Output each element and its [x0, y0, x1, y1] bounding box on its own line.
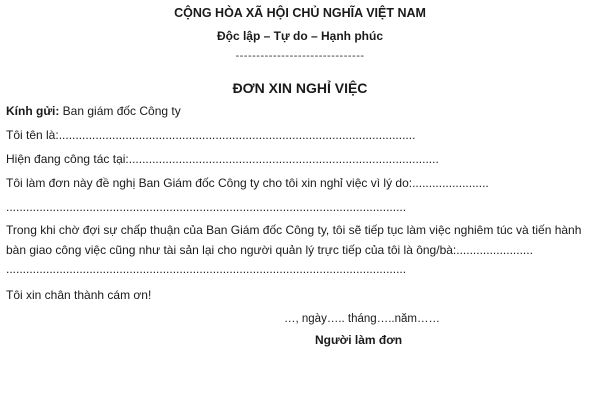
handover-continuation-line: ........................................................................................................................ — [6, 262, 407, 276]
thanks-line: Tôi xin chân thành cám ơn! — [6, 288, 152, 302]
recipient-value: Ban giám đốc Công ty — [59, 104, 181, 118]
document-title: ĐƠN XIN NGHỈ VIỆC — [232, 80, 368, 96]
motto: Độc lập – Tự do – Hạnh phúc — [216, 29, 384, 43]
country-heading: CỘNG HÒA XÃ HỘI CHỦ NGHĨA VIỆT NAM — [174, 6, 426, 20]
heading-separator: ------------------------------- — [235, 50, 365, 62]
reason-line: Tôi làm đơn này đề nghị Ban Giám đốc Công ty cho tôi xin nghỉ việc vì lý do:....................... — [6, 176, 489, 190]
reason-continuation-line: ........................................................................................................................ — [6, 200, 407, 214]
handover-paragraph: Trong khi chờ đợi sự chấp thuận của Ban Giám đốc Công ty, tôi sẽ tiếp tục làm việc nghiêm túc và tiến hành bàn giao công việc cũng như tài sản lại cho người quản lý trực tiếp của tôi là ông/bà:....................... — [6, 223, 582, 257]
date-line: …, ngày….. tháng…..năm…… — [284, 313, 440, 325]
recipient-line — [6, 104, 181, 118]
recipient-label: Kính gửi: — [6, 104, 60, 118]
name-line: Tôi tên là:........................................................................................................... — [6, 128, 416, 142]
workplace-line: Hiện đang công tác tại:............................................................................................. — [6, 152, 439, 166]
signer-label: Người làm đơn — [315, 333, 403, 347]
